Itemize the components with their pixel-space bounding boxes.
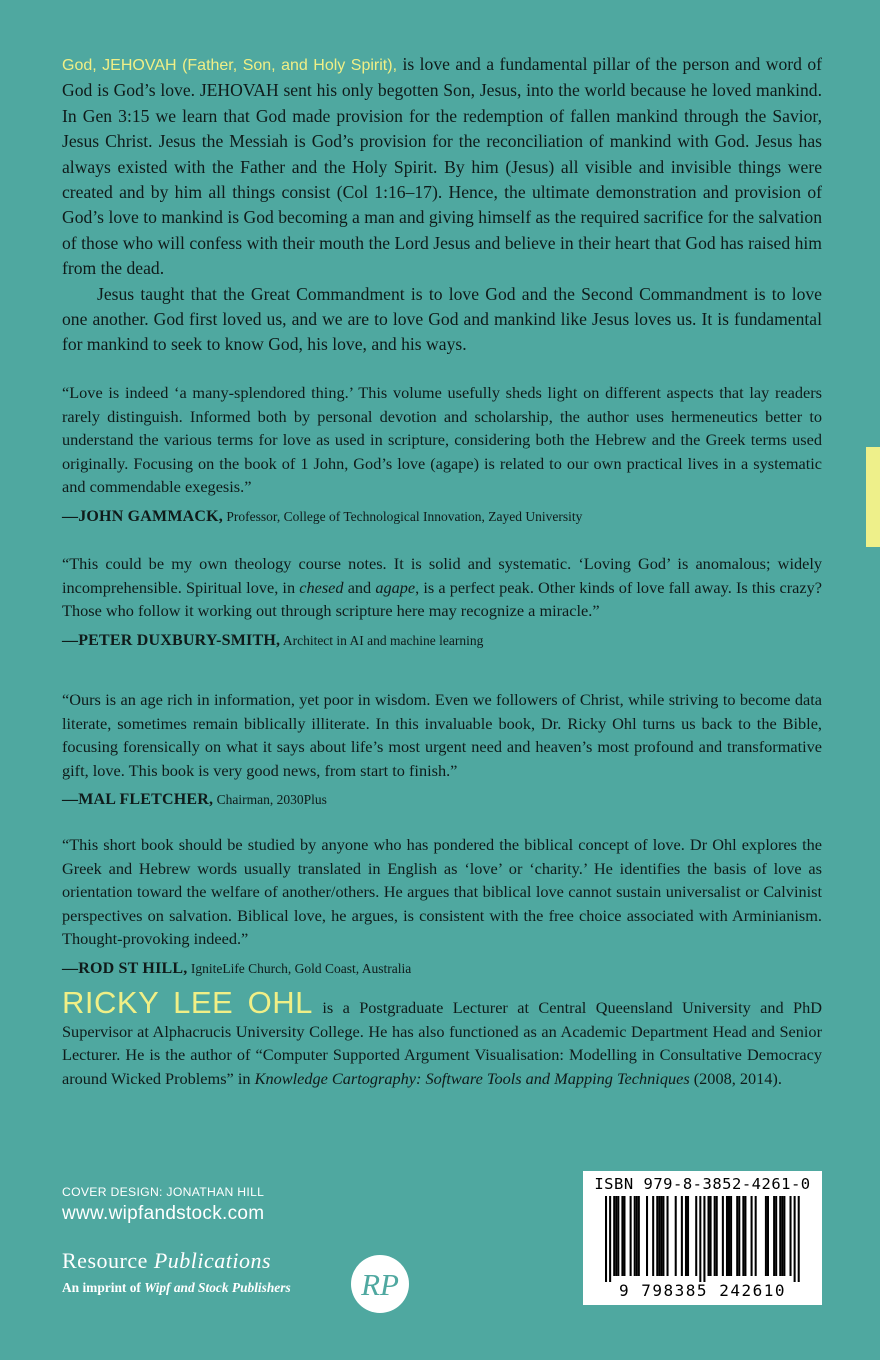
intro-paragraph-2: Jesus taught that the Great Commandment is to love God and the Second Commandment is to love one another. God first loved us, and we are to love God and mankind like Jesus loves us. It is fundamental for mankind to seek to know God, his love, and his ways.	[62, 283, 822, 355]
endorsement-attribution	[62, 632, 822, 650]
barcode-bar	[695, 1196, 697, 1276]
barcode-bar	[755, 1196, 757, 1276]
barcode-bar	[636, 1196, 638, 1276]
endorsement-attribution	[62, 791, 822, 809]
quote-part: “This could be my own theology course notes. It is solid and systematic. ‘Loving God’ is anomalous; widely incomprehensible. Spiritual love, in	[62, 554, 822, 597]
barcode-bar	[730, 1196, 732, 1276]
barcode-bar	[675, 1196, 677, 1276]
publisher-website: www.wipfandstock.com	[62, 1203, 265, 1224]
barcode-bar	[699, 1196, 701, 1282]
quote-emphasis-chesed: chesed	[299, 577, 344, 597]
barcode-bar	[609, 1196, 611, 1282]
barcode-bar	[798, 1196, 800, 1282]
barcode-bar	[656, 1196, 658, 1276]
endorsement-fletcher	[62, 688, 822, 809]
barcode-bar	[722, 1196, 724, 1276]
intro-paragraph-1	[62, 52, 822, 282]
author-bio-text-end: (2008, 2014).	[689, 1068, 782, 1088]
barcode-bar	[779, 1196, 781, 1276]
endorser-role: Chairman, 2030Plus	[216, 792, 327, 808]
publisher-name-italic: Publications	[153, 1248, 272, 1273]
isbn-label: ISBN 979-8-3852-4261-0	[594, 1175, 811, 1193]
barcode-bar	[781, 1196, 783, 1276]
endorser-role: Professor, College of Technological Innovation, Zayed University	[226, 508, 583, 524]
barcode-bar	[744, 1196, 746, 1276]
barcode-bar	[773, 1196, 775, 1276]
barcode-bar	[660, 1196, 662, 1276]
barcode-bar	[783, 1196, 785, 1276]
author-name: RICKY LEE OHL	[62, 985, 313, 1020]
endorsement-gammack	[62, 381, 822, 526]
endorsement-quote: “Ours is an age rich in information, yet poor in wisdom. Even we followers of Christ, while striving to become data literate, sometimes remain biblically illiterate. In this invaluable book, Dr. Ricky Ohl turns us back to the Bible, focusing forensically on what it says about life’s most urgent need and heaven’s most profound and transformative gift, love. This book is very good news, from start to finish.”	[62, 690, 822, 780]
barcode-bar	[726, 1196, 728, 1276]
barcode-bar	[681, 1196, 683, 1276]
endorser-role: Architect in AI and machine learning	[282, 632, 484, 648]
endorsement-st-hill	[62, 833, 822, 978]
barcode-bar	[652, 1196, 654, 1276]
barcode-bar	[613, 1196, 615, 1276]
quote-emphasis-agape: agape	[375, 577, 416, 597]
endorser-name: —MAL FLETCHER,	[62, 791, 214, 809]
barcode-bar	[646, 1196, 648, 1276]
endorsement-attribution	[62, 960, 822, 978]
barcode-bar	[736, 1196, 738, 1276]
intro-paragraph-1-text: is love and a fundamental pillar of the person and word of God is God’s love. JEHOVAH sent his only begotten Son, Jesus, into the world because he loved mankind. In Gen 3:15 we learn that God made provision for the redemption of fallen mankind through the Savior, Jesus Christ. Jesus the Messiah is God’s provision for the reconciliation of mankind with God. Jesus has always existed with the Father and the Holy Spirit. By him (Jesus) all visible and invisible things were created and by him all things consist (Col 1:16–17). Hence, the ultimate demonstration and provision of God’s love to mankind is God becoming a man and giving himself as the required sacrifice for the salvation of those who will confess with their mouth the Lord Jesus and believe in their heart that God has raised him from the dead.	[62, 54, 822, 279]
barcode-bar	[662, 1196, 664, 1276]
rp-logo-icon	[350, 1254, 410, 1314]
barcode-bar	[685, 1196, 687, 1276]
barcode-bar	[710, 1196, 712, 1276]
imprint-prefix: An imprint of	[62, 1280, 145, 1295]
endorsement-quote: “Love is indeed ‘a many-splendored thing.’ This volume usefully sheds light on different aspects that lay readers rarely distinguish. Informed both by personal devotion and scholarship, the author uses hermeneutics better to understand the various terms for love as used in scripture, considering both the Hebrew and the Greek terms used originally. Focusing on the book of 1 John, God’s love (agape) is related to our own practical lives in a systematic and commendable exegesis.”	[62, 383, 822, 497]
barcode-bar	[765, 1196, 767, 1276]
barcode-bar	[658, 1196, 660, 1276]
author-book-title: Knowledge Cartography: Software Tools and Mapping Techniques	[254, 1068, 690, 1088]
rp-logo-text: RP	[361, 1267, 399, 1302]
endorsement-quote: “This short book should be studied by anyone who has pondered the biblical concept of love. Dr Ohl explores the Greek and Hebrew words usually translated in English as ‘love’ or ‘charity.’ He identifies the basis of love as orientation toward the welfare of another/others. He argues that biblical love cannot sustain universalist or Calvinist perspectives on salvation. Biblical love, he argues, is consistent with the free choice associated with Arminianism. Thought-provoking indeed.”	[62, 835, 822, 949]
barcode-bar	[667, 1196, 669, 1276]
barcode-bar	[775, 1196, 777, 1276]
publisher-block	[62, 1248, 291, 1296]
barcode-bar	[630, 1196, 632, 1276]
quote-part: and	[343, 577, 376, 597]
intro-highlight: God, JEHOVAH (Father, Son, and Holy Spirit),	[62, 57, 398, 74]
endorsement-duxbury-smith	[62, 552, 822, 650]
author-bio	[62, 985, 823, 1090]
endorsement-quote	[62, 552, 822, 623]
barcode-bar	[605, 1196, 607, 1282]
quote-part: , is a perfect peak. Other kinds of love fall away. Is this crazy? Those who follow it working out through scripture here may recognize a miracle.”	[62, 577, 822, 621]
barcode-bar	[794, 1196, 796, 1282]
edge-color-strip	[866, 447, 880, 547]
author-bio-text: is a Postgraduate Lecturer at Central Queensland University and PhD Supervisor at Alphacrucis University College. He has also functioned as an Academic Department Head and Senior Lecturer. He is the author of “Computer Supported Argument Visualisation: Modelling in Consultative Democracy around Wicked Problems” in	[62, 998, 823, 1088]
barcode-bar	[703, 1196, 705, 1282]
barcode-bar	[716, 1196, 718, 1276]
barcode-bar	[638, 1196, 640, 1276]
barcode-bar	[751, 1196, 753, 1276]
barcode-digits: 9 798385 242610	[619, 1281, 786, 1300]
barcode-bar	[621, 1196, 623, 1276]
barcode-bar	[738, 1196, 740, 1276]
barcode-bar	[687, 1196, 689, 1276]
barcode-bar	[708, 1196, 710, 1276]
endorser-name: —JOHN GAMMACK,	[62, 507, 224, 525]
imprint-name: Wipf and Stock Publishers	[144, 1280, 291, 1295]
barcode-bar	[634, 1196, 636, 1276]
barcode-bar	[615, 1196, 617, 1276]
intro-text	[62, 52, 822, 358]
barcode-bar	[714, 1196, 716, 1276]
credits	[62, 1185, 264, 1225]
endorser-role: IgniteLife Church, Gold Coast, Australia	[190, 960, 412, 976]
barcode-bar	[623, 1196, 625, 1276]
publisher-name-regular: Resource	[62, 1248, 154, 1273]
cover-design-credit: COVER DESIGN: JONATHAN HILL	[62, 1185, 265, 1199]
barcode-bar	[767, 1196, 769, 1276]
endorser-name: —PETER DUXBURY-SMITH,	[62, 631, 281, 649]
barcode-bar	[790, 1196, 792, 1276]
barcode-bar	[728, 1196, 730, 1276]
publisher-name	[62, 1248, 291, 1274]
barcode-bar	[742, 1196, 744, 1276]
endorser-name: —ROD ST HILL,	[62, 959, 188, 977]
isbn-barcode	[583, 1171, 822, 1305]
endorsement-attribution	[62, 508, 822, 526]
barcode-bar	[617, 1196, 619, 1276]
barcode-bars	[583, 1196, 822, 1284]
publisher-imprint	[62, 1280, 291, 1296]
